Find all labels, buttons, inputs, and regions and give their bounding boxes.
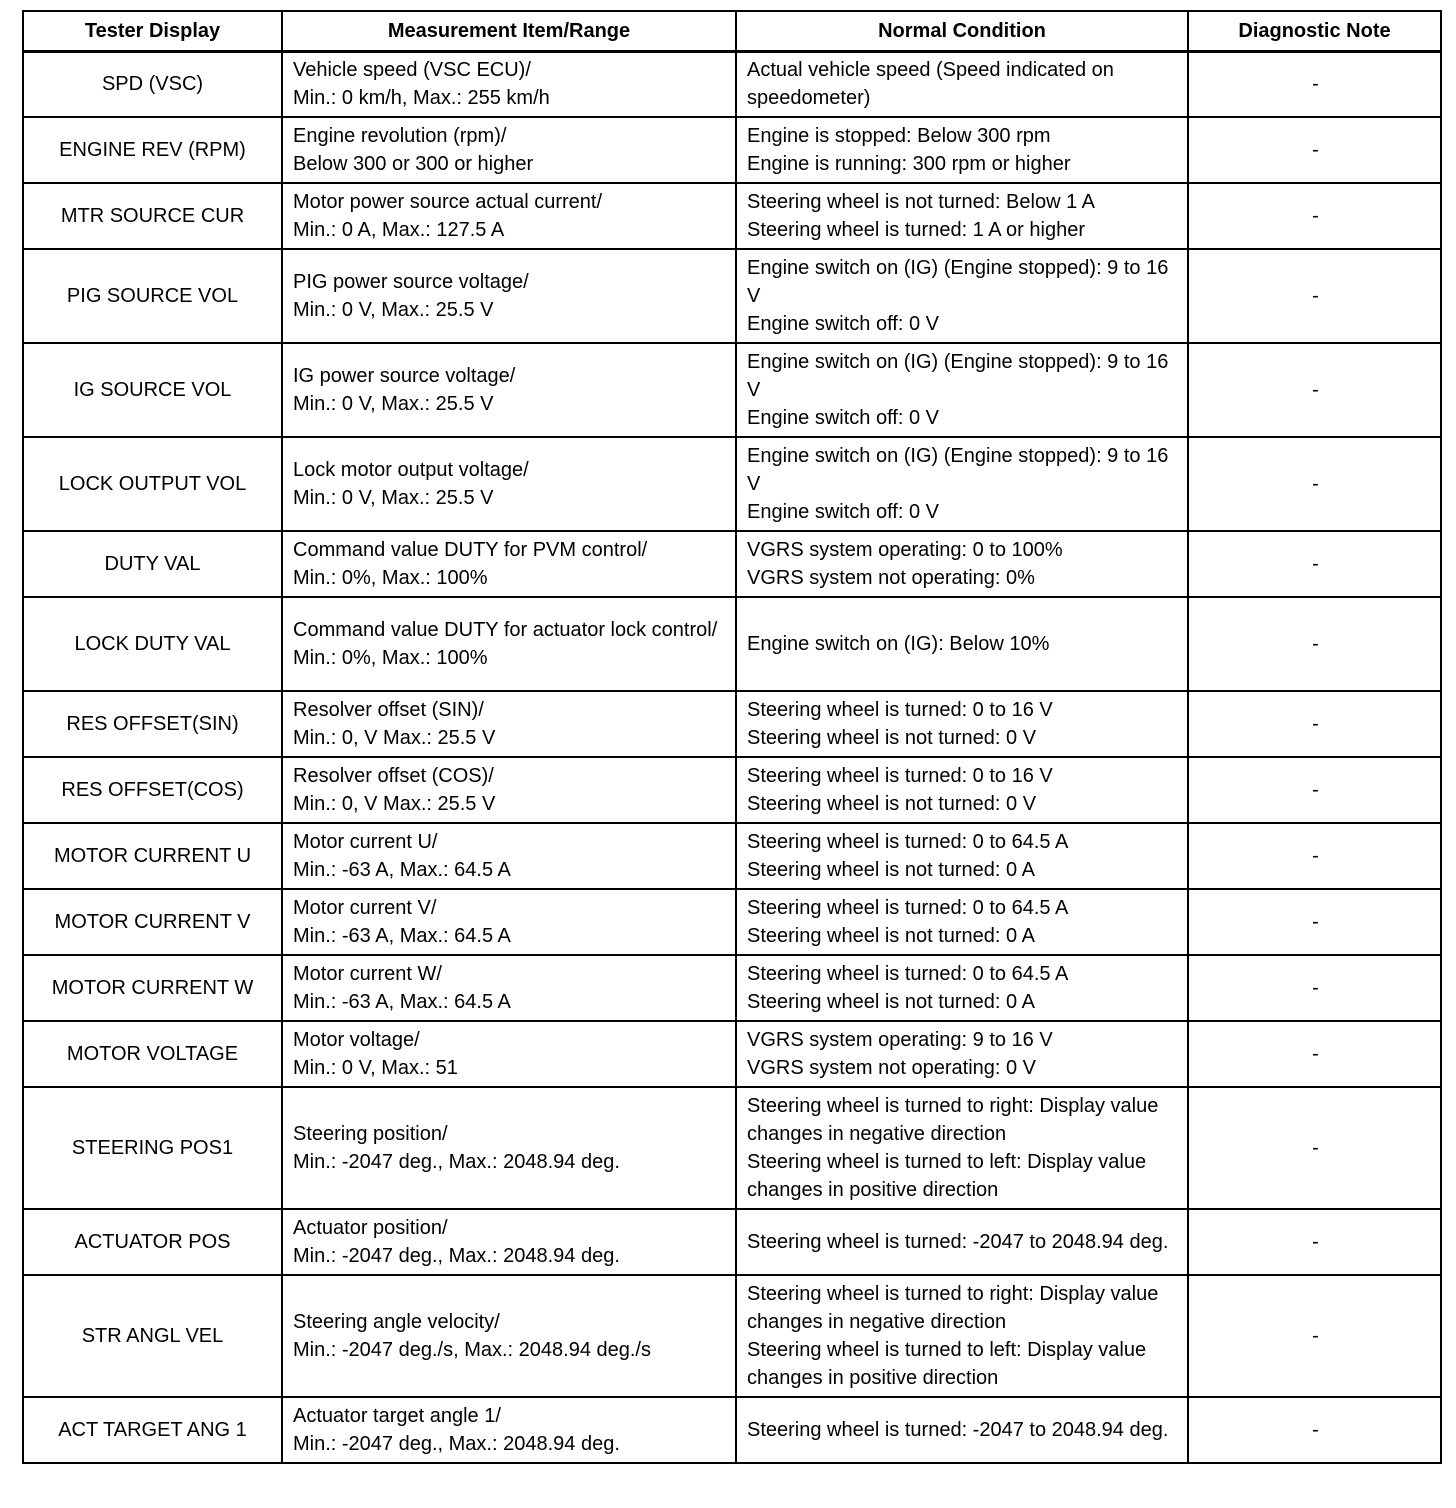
measurement-item-line: Min.: -63 A, Max.: 64.5 A xyxy=(293,925,511,947)
diagnostic-note-cell: - xyxy=(1188,343,1441,437)
table-row xyxy=(23,1209,1441,1275)
measurement-item-cell xyxy=(282,249,736,343)
tester-display-cell: LOCK DUTY VAL xyxy=(23,597,282,691)
tester-display-cell: ACT TARGET ANG 1 xyxy=(23,1397,282,1463)
normal-condition-line: Steering wheel is turned to right: Display value changes in negative direction xyxy=(747,1283,1159,1333)
tester-display-cell: STR ANGL VEL xyxy=(23,1275,282,1397)
normal-condition-cell xyxy=(736,823,1188,889)
table-header xyxy=(23,11,1441,51)
measurement-item-line: Min.: 0 V, Max.: 25.5 V xyxy=(293,299,494,321)
measurement-item-line: Min.: 0, V Max.: 25.5 V xyxy=(293,793,496,815)
normal-condition-line: Steering wheel is turned: 0 to 16 V xyxy=(747,765,1053,787)
normal-condition-line: Steering wheel is turned: -2047 to 2048.94 deg. xyxy=(747,1419,1169,1441)
measurement-item-cell xyxy=(282,343,736,437)
measurement-item-line: IG power source voltage/ xyxy=(293,365,516,387)
header-diagnostic-note: Diagnostic Note xyxy=(1188,11,1441,51)
measurement-item-line: Min.: 0 km/h, Max.: 255 km/h xyxy=(293,87,550,110)
table-row xyxy=(23,51,1441,117)
tester-display-cell: MOTOR CURRENT V xyxy=(23,889,282,955)
diagnostic-note-cell: - xyxy=(1188,691,1441,757)
normal-condition-line: Engine is running: 300 rpm or higher xyxy=(747,153,1071,175)
measurement-item-line: Resolver offset (COS)/ xyxy=(293,765,494,787)
normal-condition-line: Steering wheel is turned: 1 A or higher xyxy=(747,219,1085,241)
normal-condition-line: Engine switch on (IG) (Engine stopped): 9 to 16 V xyxy=(747,445,1169,495)
diagnostic-note-cell: - xyxy=(1188,249,1441,343)
normal-condition-line: Engine is stopped: Below 300 rpm xyxy=(747,125,1051,147)
normal-condition-cell xyxy=(736,597,1188,691)
table-row xyxy=(23,597,1441,691)
normal-condition-cell xyxy=(736,1397,1188,1463)
normal-condition-line: Steering wheel is not turned: 0 A xyxy=(747,859,1035,881)
normal-condition-cell xyxy=(736,1209,1188,1275)
measurement-item-line: Min.: 0 V, Max.: 25.5 V xyxy=(293,487,494,509)
diagnostic-note-cell: - xyxy=(1188,597,1441,691)
measurement-item-cell xyxy=(282,1397,736,1463)
normal-condition-cell xyxy=(736,889,1188,955)
measurement-item-line: Min.: -2047 deg., Max.: 2048.94 deg. xyxy=(293,1245,620,1267)
diagnostic-note-cell: - xyxy=(1188,117,1441,183)
normal-condition-line: Steering wheel is turned: 0 to 64.5 A xyxy=(747,963,1069,985)
table-row xyxy=(23,437,1441,531)
measurement-item-cell xyxy=(282,955,736,1021)
measurement-item-line: Steering position/ xyxy=(293,1123,448,1145)
diagnostic-note-cell: - xyxy=(1188,1087,1441,1209)
normal-condition-line: Actual vehicle speed (Speed indicated on speedometer) xyxy=(747,59,1114,110)
normal-condition-cell xyxy=(736,343,1188,437)
diagnostic-note-cell: - xyxy=(1188,51,1441,117)
measurement-item-line: Min.: -2047 deg., Max.: 2048.94 deg. xyxy=(293,1433,620,1455)
tester-display-cell: MOTOR CURRENT W xyxy=(23,955,282,1021)
measurement-item-cell xyxy=(282,691,736,757)
normal-condition-line: Steering wheel is not turned: 0 A xyxy=(747,925,1035,947)
tester-display-cell: MOTOR VOLTAGE xyxy=(23,1021,282,1087)
tester-display-cell: ENGINE REV (RPM) xyxy=(23,117,282,183)
tester-display-cell: STEERING POS1 xyxy=(23,1087,282,1209)
normal-condition-cell xyxy=(736,1021,1188,1087)
measurement-item-line: Below 300 or 300 or higher xyxy=(293,153,534,175)
measurement-item-line: Steering angle velocity/ xyxy=(293,1311,500,1333)
measurement-item-line: Min.: -2047 deg./s, Max.: 2048.94 deg./s xyxy=(293,1339,651,1361)
measurement-item-cell xyxy=(282,823,736,889)
normal-condition-line: Steering wheel is turned: -2047 to 2048.94 deg. xyxy=(747,1231,1169,1253)
table-row xyxy=(23,117,1441,183)
table-row xyxy=(23,691,1441,757)
tester-display-cell: SPD (VSC) xyxy=(23,51,282,117)
data-list-table xyxy=(22,10,1442,1464)
table-row xyxy=(23,955,1441,1021)
measurement-item-line: Min.: 0, V Max.: 25.5 V xyxy=(293,727,496,749)
tester-display-cell: DUTY VAL xyxy=(23,531,282,597)
normal-condition-cell xyxy=(736,249,1188,343)
measurement-item-line: Vehicle speed (VSC ECU)/ xyxy=(293,59,531,82)
measurement-item-line: Command value DUTY for actuator lock control/ xyxy=(293,619,718,641)
measurement-item-line: PIG power source voltage/ xyxy=(293,271,529,293)
normal-condition-line: Steering wheel is not turned: Below 1 A xyxy=(747,191,1095,213)
normal-condition-line: Steering wheel is not turned: 0 V xyxy=(747,793,1037,815)
diagnostic-note-cell: - xyxy=(1188,1397,1441,1463)
normal-condition-line: Steering wheel is turned: 0 to 16 V xyxy=(747,699,1053,721)
normal-condition-line: VGRS system not operating: 0 V xyxy=(747,1057,1037,1079)
measurement-item-line: Resolver offset (SIN)/ xyxy=(293,699,484,721)
diagnostic-note-cell: - xyxy=(1188,889,1441,955)
measurement-item-line: Lock motor output voltage/ xyxy=(293,459,529,481)
measurement-item-cell xyxy=(282,437,736,531)
measurement-item-cell xyxy=(282,1209,736,1275)
normal-condition-cell xyxy=(736,531,1188,597)
measurement-item-line: Command value DUTY for PVM control/ xyxy=(293,539,648,561)
diagnostic-note-cell: - xyxy=(1188,955,1441,1021)
normal-condition-line: Steering wheel is turned to left: Display value changes in positive direction xyxy=(747,1151,1147,1201)
tester-display-cell: MTR SOURCE CUR xyxy=(23,183,282,249)
measurement-item-cell xyxy=(282,117,736,183)
tester-display-cell: RES OFFSET(SIN) xyxy=(23,691,282,757)
normal-condition-line: VGRS system operating: 9 to 16 V xyxy=(747,1029,1053,1051)
normal-condition-cell xyxy=(736,117,1188,183)
measurement-item-line: Motor voltage/ xyxy=(293,1029,420,1051)
measurement-item-cell xyxy=(282,51,736,117)
normal-condition-line: Engine switch on (IG) (Engine stopped): 9 to 16 V xyxy=(747,257,1169,307)
measurement-item-cell xyxy=(282,757,736,823)
tester-display-cell: IG SOURCE VOL xyxy=(23,343,282,437)
table-row xyxy=(23,343,1441,437)
measurement-item-cell xyxy=(282,183,736,249)
measurement-item-line: Min.: 0 V, Max.: 51 xyxy=(293,1057,458,1079)
header-measurement-item: Measurement Item/Range xyxy=(282,11,736,51)
measurement-item-line: Motor power source actual current/ xyxy=(293,191,603,213)
table-row xyxy=(23,1087,1441,1209)
diagnostic-note-cell: - xyxy=(1188,531,1441,597)
measurement-item-line: Motor current U/ xyxy=(293,831,438,853)
measurement-item-cell xyxy=(282,531,736,597)
measurement-item-line: Min.: 0 V, Max.: 25.5 V xyxy=(293,393,494,415)
tester-display-cell: RES OFFSET(COS) xyxy=(23,757,282,823)
measurement-item-line: Min.: 0%, Max.: 100% xyxy=(293,647,488,669)
measurement-item-cell xyxy=(282,889,736,955)
header-tester-display: Tester Display xyxy=(23,11,282,51)
normal-condition-cell xyxy=(736,1275,1188,1397)
tester-display-cell: ACTUATOR POS xyxy=(23,1209,282,1275)
table-row xyxy=(23,1275,1441,1397)
normal-condition-cell xyxy=(736,1087,1188,1209)
normal-condition-line: Steering wheel is turned to left: Display value changes in positive direction xyxy=(747,1339,1147,1389)
diagnostic-note-cell: - xyxy=(1188,1275,1441,1397)
measurement-item-line: Min.: -63 A, Max.: 64.5 A xyxy=(293,991,511,1013)
normal-condition-line: Steering wheel is not turned: 0 A xyxy=(747,991,1035,1013)
normal-condition-line: VGRS system operating: 0 to 100% xyxy=(747,539,1063,561)
normal-condition-line: Steering wheel is not turned: 0 V xyxy=(747,727,1037,749)
table-row xyxy=(23,757,1441,823)
normal-condition-line: Steering wheel is turned: 0 to 64.5 A xyxy=(747,831,1069,853)
table-body xyxy=(23,51,1441,1463)
header-normal-condition: Normal Condition xyxy=(736,11,1188,51)
normal-condition-line: Steering wheel is turned to right: Display value changes in negative direction xyxy=(747,1095,1159,1145)
tester-display-cell: PIG SOURCE VOL xyxy=(23,249,282,343)
measurement-item-line: Min.: 0%, Max.: 100% xyxy=(293,567,488,589)
measurement-item-cell xyxy=(282,1021,736,1087)
measurement-item-line: Min.: -2047 deg., Max.: 2048.94 deg. xyxy=(293,1151,620,1173)
diagnostic-note-cell: - xyxy=(1188,757,1441,823)
diagnostic-note-cell: - xyxy=(1188,823,1441,889)
normal-condition-line: Engine switch off: 0 V xyxy=(747,313,939,335)
normal-condition-cell xyxy=(736,183,1188,249)
normal-condition-cell xyxy=(736,691,1188,757)
table-row xyxy=(23,183,1441,249)
header-row xyxy=(23,11,1441,51)
normal-condition-line: Engine switch off: 0 V xyxy=(747,501,939,523)
tester-display-cell: MOTOR CURRENT U xyxy=(23,823,282,889)
normal-condition-cell xyxy=(736,437,1188,531)
diagnostic-note-cell: - xyxy=(1188,183,1441,249)
measurement-item-cell xyxy=(282,1087,736,1209)
table-row xyxy=(23,1021,1441,1087)
measurement-item-line: Actuator position/ xyxy=(293,1217,448,1239)
normal-condition-cell xyxy=(736,51,1188,117)
table-row xyxy=(23,889,1441,955)
normal-condition-line: Engine switch off: 0 V xyxy=(747,407,939,429)
normal-condition-line: Engine switch on (IG) (Engine stopped): 9 to 16 V xyxy=(747,351,1169,401)
normal-condition-line: Engine switch on (IG): Below 10% xyxy=(747,633,1050,655)
measurement-item-cell xyxy=(282,597,736,691)
measurement-item-line: Min.: -63 A, Max.: 64.5 A xyxy=(293,859,511,881)
measurement-item-line: Engine revolution (rpm)/ xyxy=(293,125,507,147)
normal-condition-cell xyxy=(736,757,1188,823)
measurement-item-cell xyxy=(282,1275,736,1397)
measurement-item-line: Min.: 0 A, Max.: 127.5 A xyxy=(293,219,505,241)
normal-condition-line: VGRS system not operating: 0% xyxy=(747,567,1035,589)
diagnostic-note-cell: - xyxy=(1188,437,1441,531)
measurement-item-line: Actuator target angle 1/ xyxy=(293,1405,501,1427)
measurement-item-line: Motor current W/ xyxy=(293,963,442,985)
measurement-item-line: Motor current V/ xyxy=(293,897,437,919)
normal-condition-line: Steering wheel is turned: 0 to 64.5 A xyxy=(747,897,1069,919)
table-row xyxy=(23,249,1441,343)
table-row xyxy=(23,823,1441,889)
table-row xyxy=(23,1397,1441,1463)
table-row xyxy=(23,531,1441,597)
tester-display-cell: LOCK OUTPUT VOL xyxy=(23,437,282,531)
diagnostic-note-cell: - xyxy=(1188,1021,1441,1087)
normal-condition-cell xyxy=(736,955,1188,1021)
diagnostic-note-cell: - xyxy=(1188,1209,1441,1275)
